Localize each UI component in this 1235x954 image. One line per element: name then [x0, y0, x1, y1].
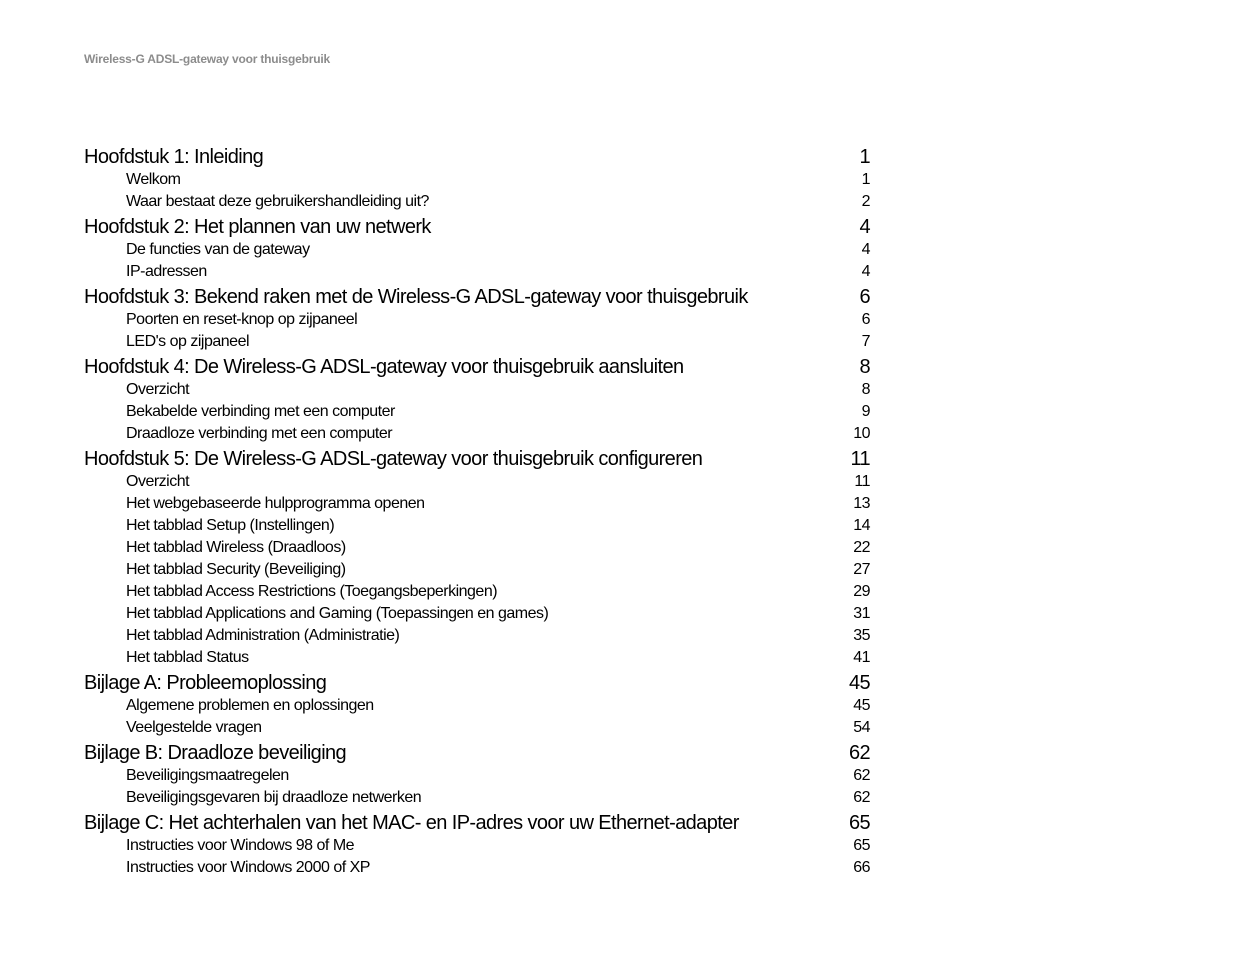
running-header: Wireless-G ADSL-gateway voor thuisgebruik [84, 52, 330, 66]
toc-section-page-number: 7 [861, 333, 870, 350]
toc-section-page-number: 22 [853, 539, 870, 556]
toc-chapter-page-number: 1 [859, 146, 870, 168]
toc-section-title: Beveiligingsmaatregelen [126, 767, 289, 784]
toc-section-title: Het tabblad Applications and Gaming (Toepassingen en games) [126, 605, 549, 622]
toc-section-entry[interactable] [84, 835, 870, 857]
toc-section-page-number: 13 [853, 495, 870, 512]
toc-section-page-number: 9 [861, 403, 870, 420]
toc-chapter-entry[interactable] [84, 809, 870, 837]
toc-section-entry[interactable] [84, 309, 870, 331]
toc-section-entry[interactable] [84, 169, 870, 191]
toc-section-entry[interactable] [84, 695, 870, 717]
toc-section-entry[interactable] [84, 647, 870, 669]
toc-section-page-number: 31 [853, 605, 870, 622]
toc-section-title: Veelgestelde vragen [126, 719, 262, 736]
toc-section-title: Het tabblad Setup (Instellingen) [126, 517, 335, 534]
toc-section-entry[interactable] [84, 717, 870, 739]
toc-section-title: Het tabblad Security (Beveiliging) [126, 561, 346, 578]
toc-section-page-number: 65 [853, 837, 870, 854]
toc-section-page-number: 66 [853, 859, 870, 876]
toc-chapter-page-number: 11 [850, 448, 870, 470]
toc-chapter-entry[interactable] [84, 143, 870, 171]
toc-chapter-page-number: 62 [848, 742, 870, 764]
toc-section-page-number: 45 [853, 697, 870, 714]
toc-section-page-number: 6 [861, 311, 870, 328]
toc-section-entry[interactable] [84, 857, 870, 879]
toc-chapter-title: Bijlage C: Het achterhalen van het MAC- en IP-adres voor uw Ethernet-adapter [84, 812, 739, 834]
toc-section-page-number: 8 [861, 381, 870, 398]
toc-section-page-number: 62 [853, 789, 870, 806]
toc-chapter-page-number: 6 [859, 286, 870, 308]
toc-section-title: Overzicht [126, 473, 190, 490]
toc-section-title: Het tabblad Wireless (Draadloos) [126, 539, 346, 556]
toc-chapter-title: Bijlage A: Probleemoplossing [84, 672, 327, 694]
toc-section-entry[interactable] [84, 191, 870, 213]
toc-section-page-number: 4 [861, 241, 870, 258]
toc-section-title: Algemene problemen en oplossingen [126, 697, 374, 714]
toc-section-title: Het tabblad Status [126, 649, 249, 666]
toc-section-title: De functies van de gateway [126, 241, 310, 258]
toc-section-entry[interactable] [84, 261, 870, 283]
toc-chapter-page-number: 45 [848, 672, 870, 694]
toc-section-entry[interactable] [84, 401, 870, 423]
toc-section-page-number: 62 [853, 767, 870, 784]
toc-section-title: Draadloze verbinding met een computer [126, 425, 393, 442]
table-of-contents [84, 143, 870, 879]
toc-section-page-number: 41 [853, 649, 870, 666]
toc-section-entry[interactable] [84, 331, 870, 353]
toc-section-title: Welkom [126, 171, 181, 188]
toc-chapter-entry[interactable] [84, 445, 870, 473]
toc-chapter-entry[interactable] [84, 283, 870, 311]
toc-section-entry[interactable] [84, 537, 870, 559]
toc-section-title: Het webgebaseerde hulpprogramma openen [126, 495, 425, 512]
toc-section-page-number: 29 [853, 583, 870, 600]
toc-chapter-title: Hoofdstuk 4: De Wireless-G ADSL-gateway voor thuisgebruik aansluiten [84, 356, 684, 378]
toc-section-page-number: 1 [861, 171, 870, 188]
toc-section-title: Het tabblad Access Restrictions (Toegangsbeperkingen) [126, 583, 498, 600]
toc-section-entry[interactable] [84, 581, 870, 603]
toc-chapter-title: Hoofdstuk 5: De Wireless-G ADSL-gateway voor thuisgebruik configureren [84, 448, 703, 470]
toc-chapter-title: Hoofdstuk 2: Het plannen van uw netwerk [84, 216, 431, 238]
toc-chapter-title: Bijlage B: Draadloze beveiliging [84, 742, 347, 764]
toc-section-title: Het tabblad Administration (Administratie) [126, 627, 400, 644]
toc-section-page-number: 14 [853, 517, 870, 534]
toc-chapter-entry[interactable] [84, 669, 870, 697]
toc-section-title: IP-adressen [126, 263, 207, 280]
toc-section-page-number: 2 [861, 193, 870, 210]
toc-section-page-number: 54 [853, 719, 870, 736]
toc-section-page-number: 35 [853, 627, 870, 644]
toc-section-entry[interactable] [84, 239, 870, 261]
toc-section-title: Overzicht [126, 381, 190, 398]
toc-section-title: LED's op zijpaneel [126, 333, 250, 350]
toc-section-entry[interactable] [84, 515, 870, 537]
toc-chapter-title: Hoofdstuk 3: Bekend raken met de Wireless-G ADSL-gateway voor thuisgebruik [84, 286, 748, 308]
toc-section-title: Instructies voor Windows 98 of Me [126, 837, 355, 854]
toc-section-entry[interactable] [84, 423, 870, 445]
toc-chapter-entry[interactable] [84, 739, 870, 767]
toc-chapter-page-number: 65 [848, 812, 870, 834]
toc-section-title: Beveiligingsgevaren bij draadloze netwerken [126, 789, 422, 806]
toc-section-title: Poorten en reset-knop op zijpaneel [126, 311, 358, 328]
toc-section-title: Instructies voor Windows 2000 of XP [126, 859, 370, 876]
toc-section-entry[interactable] [84, 625, 870, 647]
toc-chapter-entry[interactable] [84, 213, 870, 241]
toc-section-title: Waar bestaat deze gebruikershandleiding uit? [126, 193, 429, 210]
toc-section-page-number: 27 [853, 561, 870, 578]
toc-section-title: Bekabelde verbinding met een computer [126, 403, 395, 420]
toc-section-page-number: 4 [861, 263, 870, 280]
toc-section-entry[interactable] [84, 559, 870, 581]
toc-section-entry[interactable] [84, 471, 870, 493]
toc-section-entry[interactable] [84, 765, 870, 787]
toc-chapter-title: Hoofdstuk 1: Inleiding [84, 146, 264, 168]
toc-section-entry[interactable] [84, 379, 870, 401]
toc-section-page-number: 10 [853, 425, 870, 442]
toc-chapter-entry[interactable] [84, 353, 870, 381]
toc-chapter-page-number: 4 [859, 216, 870, 238]
toc-section-page-number: 11 [854, 473, 870, 490]
toc-section-entry[interactable] [84, 787, 870, 809]
toc-section-entry[interactable] [84, 603, 870, 625]
toc-section-entry[interactable] [84, 493, 870, 515]
toc-chapter-page-number: 8 [859, 356, 870, 378]
